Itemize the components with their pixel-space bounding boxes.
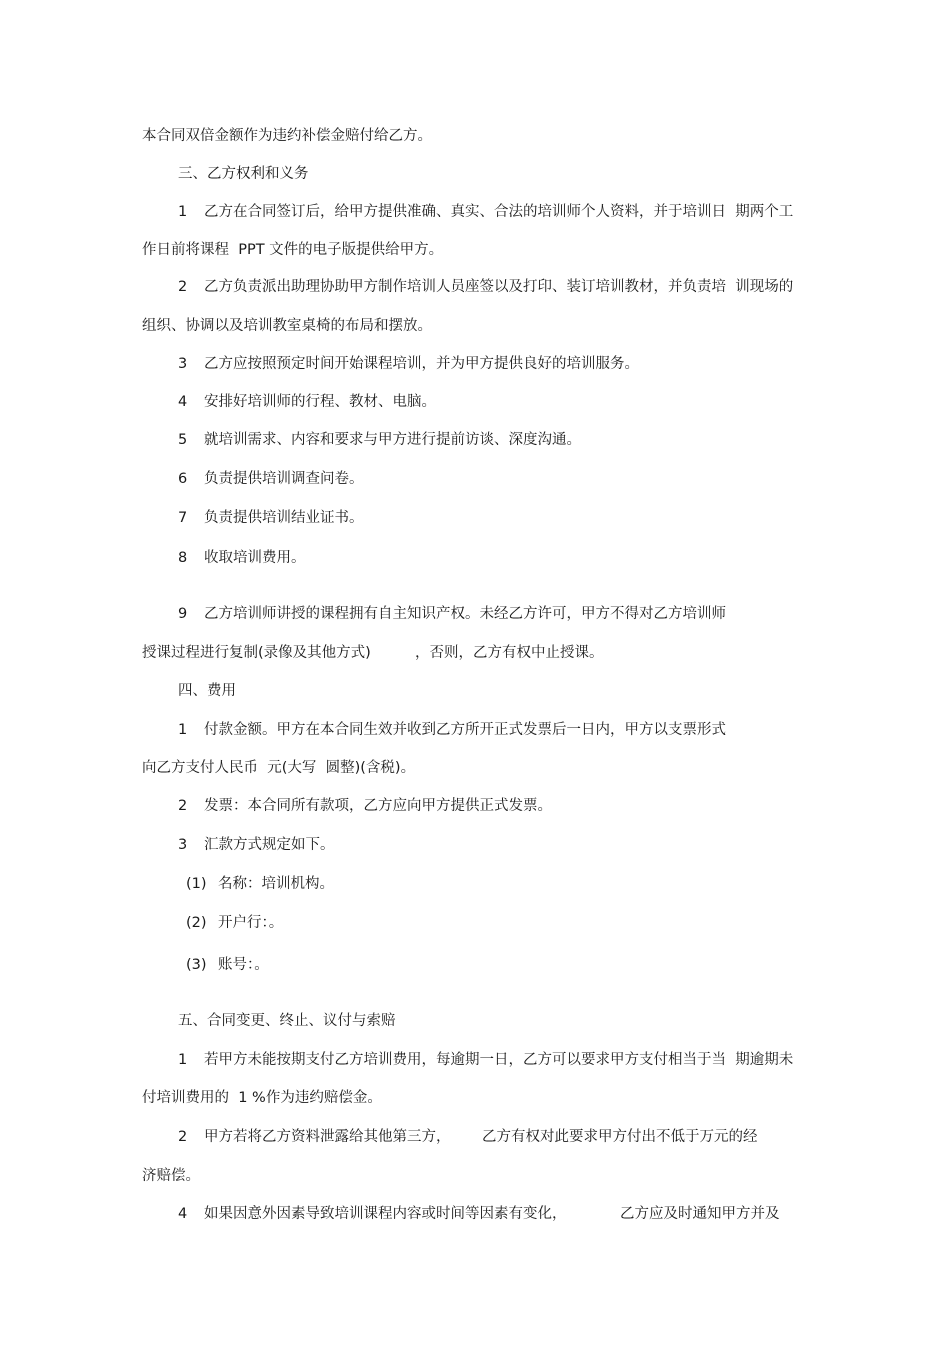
item-text: 乙方在合同签订后，给甲方提供准确、真实、合法的培训师个人资料，并于培训日 期两个工: [204, 204, 794, 220]
item-number: 4: [178, 394, 188, 410]
item-number: (2): [186, 915, 207, 931]
sub-item: [186, 913, 283, 933]
text-line: 授课过程进行复制(录像及其他方式): [142, 645, 371, 661]
item-text: 汇款方式规定如下。: [204, 837, 335, 853]
sub-item: [186, 874, 334, 894]
item-text: 乙方应按照预定时间开始课程培训，并为甲方提供良好的培训服务。: [204, 356, 639, 372]
item-text: 收取培训费用。: [204, 550, 306, 566]
item-text: 乙方培训师讲授的课程拥有自主知识产权。未经乙方许可，甲方不得对乙方培训师: [204, 606, 726, 622]
list-item: [178, 835, 335, 855]
list-item: [178, 430, 581, 450]
text-line: ，否则，乙方有权中止授课。: [415, 645, 604, 661]
item-number: 5: [178, 432, 188, 448]
item-number: 8: [178, 550, 188, 566]
item-number: 4: [178, 1206, 188, 1222]
item-text: 付款金额。甲方在本合同生效并收到乙方所开正式发票后一日内，甲方以支票形式: [204, 722, 726, 738]
list-item: [178, 548, 306, 568]
list-item: [178, 508, 364, 528]
item-number: 9: [178, 606, 188, 622]
list-item: [178, 354, 639, 374]
item-number: 3: [178, 837, 188, 853]
text-line: 济赔偿。: [142, 1168, 200, 1184]
item-text: 负责提供培训结业证书。: [204, 510, 364, 526]
section-heading: 四、费用: [178, 683, 236, 699]
list-item: [178, 1204, 567, 1224]
list-item: [178, 720, 726, 740]
item-text: 账号：。: [218, 957, 269, 973]
section-heading: 五、合同变更、终止、议付与索赔: [178, 1013, 396, 1029]
item-text: 安排好培训师的行程、教材、电脑。: [204, 394, 436, 410]
item-number: 3: [178, 356, 188, 372]
list-item: [178, 392, 436, 412]
item-number: 7: [178, 510, 188, 526]
list-item: [178, 1050, 793, 1070]
sub-item: [186, 955, 269, 975]
item-text: 乙方负责派出助理协助甲方制作培训人员座签以及打印、装订培训教材，并负责培 训现场的: [204, 279, 794, 295]
item-number: 2: [178, 279, 188, 295]
item-number: 2: [178, 1129, 188, 1145]
list-item: [178, 277, 793, 297]
item-number: 1: [178, 722, 188, 738]
item-text: 负责提供培训调查问卷。: [204, 471, 364, 487]
item-text: 发票：本合同所有款项，乙方应向甲方提供正式发票。: [204, 798, 552, 814]
item-text: 如果因意外因素导致培训课程内容或时间等因素有变化，: [204, 1206, 567, 1222]
text-line: 组织、协调以及培训教室桌椅的布局和摆放。: [142, 318, 432, 334]
item-number: 1: [178, 204, 188, 220]
item-number: 6: [178, 471, 188, 487]
text-line: 作日前将课程 PPT 文件的电子版提供给甲方。: [142, 242, 444, 258]
text-line: 本合同双倍金额作为违约补偿金赔付给乙方。: [142, 128, 432, 144]
list-item: [178, 796, 552, 816]
item-text: 若甲方未能按期支付乙方培训费用，每逾期一日，乙方可以要求甲方支付相当于当 期逾期未: [204, 1052, 794, 1068]
section-heading: 三、乙方权利和义务: [178, 166, 309, 182]
list-item: [178, 202, 793, 222]
item-number: 2: [178, 798, 188, 814]
text-line: 乙方应及时通知甲方并及: [620, 1206, 780, 1222]
item-text: 开户行：。: [218, 915, 284, 931]
item-text: 就培训需求、内容和要求与甲方进行提前访谈、深度沟通。: [204, 432, 581, 448]
item-number: 1: [178, 1052, 188, 1068]
list-item: [178, 1127, 451, 1147]
list-item: [178, 469, 364, 489]
item-number: (1): [186, 876, 207, 892]
item-text: 名称：培训机构。: [218, 876, 334, 892]
text-line: 乙方有权对此要求甲方付出不低于万元的经: [482, 1129, 758, 1145]
item-text: 甲方若将乙方资料泄露给其他第三方，: [204, 1129, 451, 1145]
item-number: (3): [186, 957, 207, 973]
text-line: 付培训费用的 1 %作为违约赔偿金。: [142, 1090, 382, 1106]
list-item: [178, 604, 726, 624]
text-line: 向乙方支付人民币 元(大写 圆整)(含税)。: [142, 760, 416, 776]
